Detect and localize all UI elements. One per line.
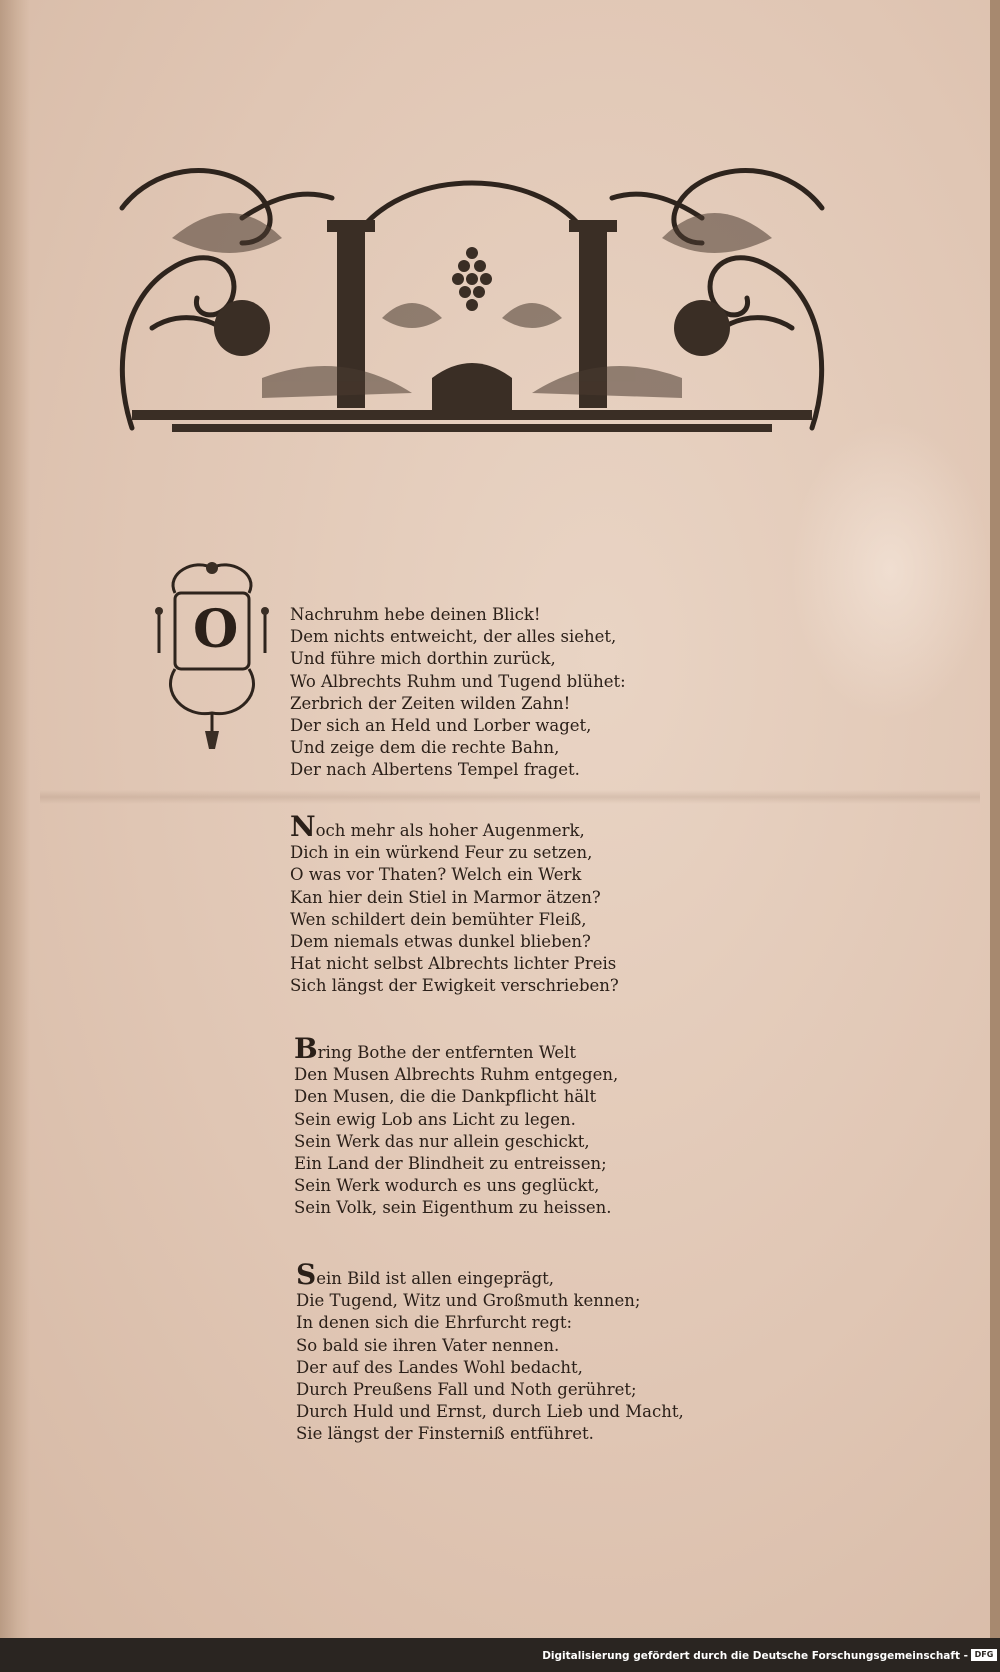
verse-line: Sich längst der Ewigkeit verschrieben? [290,976,619,996]
verse-line: Und führe mich dorthin zurück, [290,649,556,669]
verse-line: Durch Preußens Fall und Noth gerühret; [296,1380,637,1400]
stanza-4 [296,1258,684,1446]
verse-line: Kan hier dein Stiel in Marmor ätzen? [290,887,601,907]
digitization-footer [0,1638,1000,1672]
paper-stain [790,420,990,720]
verse-line: Den Musen Albrechts Ruhm entgegen, [294,1065,619,1085]
page-right-edge [990,0,1000,1638]
verse-line: Zerbrich der Zeiten wilden Zahn! [290,693,571,713]
verse-line: Der nach Albertens Tempel fraget. [290,760,580,780]
verse-line: Der sich an Held und Lorber waget, [290,716,592,736]
stanza-3 [294,1032,619,1220]
verse-line: Dich in ein würkend Feur zu setzen, [290,843,593,863]
verse-line: Sein Werk das nur allein geschickt, [294,1131,590,1151]
ornamental-initial [155,553,270,753]
verse-line-rest: ring Bothe der entfernten Welt [317,1043,577,1062]
stanza-2 [290,810,619,998]
verse-line: Den Musen, die die Dankpflicht hält [294,1087,597,1107]
verse-line: In denen sich die Ehrfurcht regt: [296,1313,573,1333]
verse-line-first [290,810,619,843]
verse-line-first [296,1258,684,1291]
verse-line: Und zeige dem die rechte Bahn, [290,738,560,758]
stanza-initial: N [290,810,316,843]
dfg-logo: DFG [971,1649,997,1661]
verse-line: So bald sie ihren Vater nennen. [296,1335,560,1355]
verse-line: Sie längst der Finsterniß entführet. [296,1424,594,1444]
verse-line-rest: och mehr als hoher Augenmerk, [315,821,585,840]
stanza-initial: B [294,1032,318,1065]
verse-line: Nachruhm hebe deinen Blick! [290,605,541,624]
verse-line: Dem nichts entweicht, der alles siehet, [290,627,617,647]
verse-line: Der auf des Landes Wohl bedacht, [296,1357,583,1377]
funding-credit: Digitalisierung gefördert durch die Deutsche Forschungsgemeinschaft - [542,1650,968,1662]
verse-line-rest: ein Bild ist allen eingeprägt, [316,1269,555,1288]
paper-fold [40,790,980,804]
verse-line: Dem niemals etwas dunkel blieben? [290,932,591,952]
verse-line: Ein Land der Blindheit zu entreissen; [294,1154,607,1174]
verse-line: O was vor Thaten? Welch ein Werk [290,865,582,885]
verse-line: Wo Albrechts Ruhm und Tugend blühet: [290,671,626,691]
woodcut-ornament-header [112,148,832,448]
page-left-edge [0,0,30,1638]
stanza-1 [290,604,626,782]
verse-line: Sein Volk, sein Eigenthum zu heissen. [294,1198,612,1218]
verse-line: Hat nicht selbst Albrechts lichter Preis [290,954,617,974]
verse-line: Sein Werk wodurch es uns geglückt, [294,1176,600,1196]
verse-line: Die Tugend, Witz und Großmuth kennen; [296,1291,641,1311]
verse-line: Durch Huld und Ernst, durch Lieb und Macht, [296,1402,684,1422]
stanza-initial: S [296,1258,317,1291]
drop-cap-letter: O [193,599,239,660]
verse-line: Sein ewig Lob ans Licht zu legen. [294,1109,576,1129]
verse-line: Wen schildert dein bemühter Fleiß, [290,909,587,929]
verse-line-first [294,1032,618,1065]
